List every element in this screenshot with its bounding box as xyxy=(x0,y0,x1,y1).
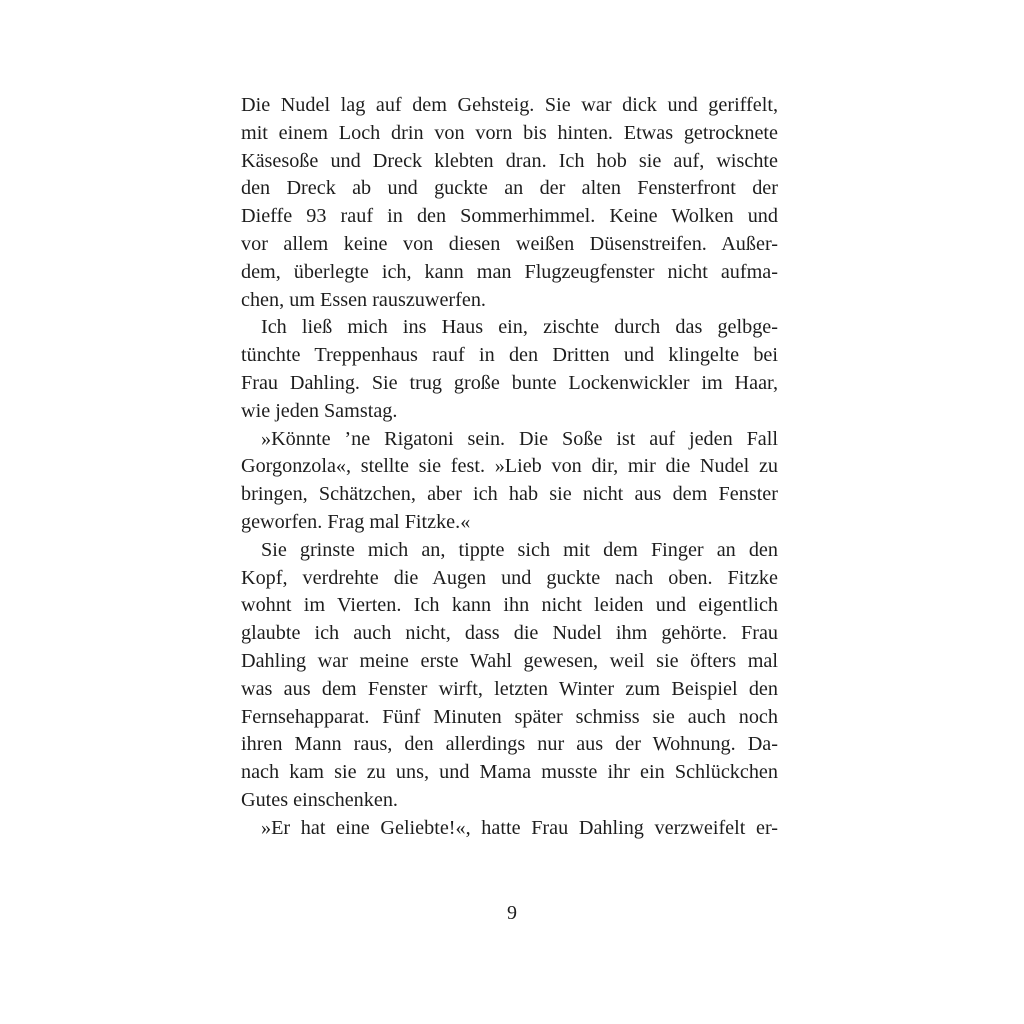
text-line: was aus dem Fenster wirft, letzten Winter zum Beispiel den xyxy=(241,677,778,700)
text-line: Ich ließ mich ins Haus ein, zischte durch das gelbge- xyxy=(261,316,778,339)
text-line: den Dreck ab und guckte an der alten Fensterfront der xyxy=(241,177,778,200)
text-line: glaubte ich auch nicht, dass die Nudel ihm gehörte. Frau xyxy=(241,622,778,645)
text-line: vor allem keine von diesen weißen Düsenstreifen. Außer- xyxy=(241,232,778,255)
page-number: 9 xyxy=(507,902,517,924)
text-line: bringen, Schätzchen, aber ich hab sie nicht aus dem Fenster xyxy=(241,483,778,506)
text-line: »Könnte ’ne Rigatoni sein. Die Soße ist auf jeden Fall xyxy=(261,427,778,450)
text-line: »Er hat eine Geliebte!«, hatte Frau Dahling verzweifelt er- xyxy=(261,816,778,839)
text-line: ihren Mann raus, den allerdings nur aus der Wohnung. Da- xyxy=(241,733,778,756)
text-line: Gorgonzola«, stellte sie fest. »Lieb von dir, mir die Nudel zu xyxy=(241,455,778,478)
text-line: Frau Dahling. Sie trug große bunte Lockenwickler im Haar, xyxy=(241,371,778,394)
text-line: Fernsehapparat. Fünf Minuten später schmiss sie auch noch xyxy=(241,705,778,728)
text-line: mit einem Loch drin von vorn bis hinten. Etwas getrocknete xyxy=(241,121,778,144)
text-line: Gutes einschenken. xyxy=(241,788,398,811)
text-line: Sie grinste mich an, tippte sich mit dem Finger an den xyxy=(261,538,778,561)
text-line: Die Nudel lag auf dem Gehsteig. Sie war dick und geriffelt, xyxy=(241,94,778,116)
body-text xyxy=(241,92,778,843)
text-line: chen, um Essen rauszuwerfen. xyxy=(241,288,486,311)
text-line: wie jeden Samstag. xyxy=(241,399,398,422)
text-line: dem, überlegte ich, kann man Flugzeugfenster nicht aufma- xyxy=(241,260,778,283)
text-line: Kopf, verdrehte die Augen und guckte nach oben. Fitzke xyxy=(241,566,778,589)
text-line: geworfen. Frag mal Fitzke.« xyxy=(241,510,471,533)
text-line: tünchte Treppenhaus rauf in den Dritten und klingelte bei xyxy=(241,344,778,367)
text-line: nach kam sie zu uns, und Mama musste ihr ein Schlückchen xyxy=(241,761,778,784)
text-line: Käsesoße und Dreck klebten dran. Ich hob sie auf, wischte xyxy=(241,149,778,172)
text-line: Dahling war meine erste Wahl gewesen, weil sie öfters mal xyxy=(241,649,778,672)
text-line: Dieffe 93 rauf in den Sommerhimmel. Keine Wolken und xyxy=(241,205,778,228)
text-line: wohnt im Vierten. Ich kann ihn nicht leiden und eigentlich xyxy=(241,594,778,617)
